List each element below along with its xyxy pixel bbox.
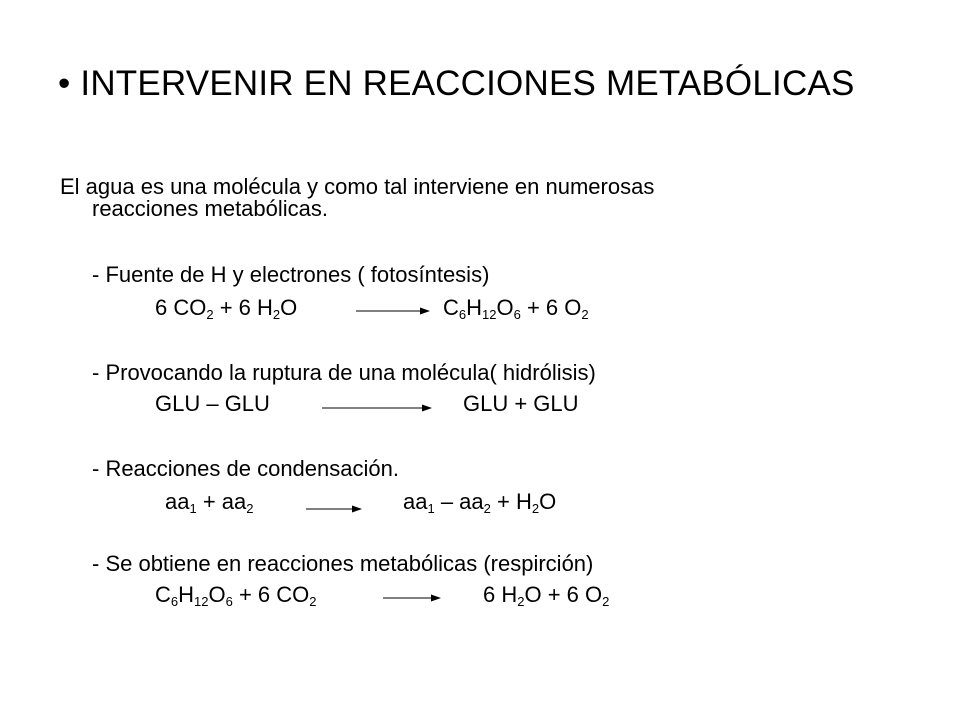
title-bullet: • (58, 64, 71, 103)
title-text: INTERVENIR EN REACCIONES METABÓLICAS (80, 64, 855, 103)
products-respiration: 6 $H_2O + 6$ $O_2$ (483, 582, 610, 609)
intro-line-2: reacciones metabólicas. (92, 196, 329, 221)
reaction-arrow (383, 592, 441, 604)
products-hydrolysis: GLU + GLU (463, 391, 579, 416)
reaction-arrow (306, 503, 362, 515)
products-condensation: $aa_1 - aa_2 + H_2O$ (403, 489, 557, 516)
reactants-hydrolysis: GLU – GLU (155, 391, 270, 416)
item-heading-hydrolysis: - Provocando la ruptura de una molécula( hidrólisis) (92, 360, 596, 385)
slide-title (58, 64, 855, 104)
item-heading-photosynthesis: - Fuente de H y electrones ( fotosíntesis) (92, 262, 490, 287)
intro-line-1: El agua es una molécula y como tal interviene en numerosas (60, 174, 655, 199)
products-photosynthesis: $C_6H_{12}O_6 + 6$ $O_2$ (443, 295, 589, 322)
reactants-condensation: $aa_1 + aa_2$ (165, 489, 254, 516)
reactants-photosynthesis: 6 $CO_2 + 6$ $H_2O$ (155, 295, 298, 322)
item-heading-condensation: - Reacciones de condensación. (92, 456, 399, 481)
reaction-arrow (356, 305, 430, 317)
reactants-respiration: $C_6H_{12}O_6 + 6$ $CO_2$ (155, 582, 317, 609)
reaction-arrow (322, 402, 432, 414)
item-heading-respiration: - Se obtiene en reacciones metabólicas (respirción) (92, 551, 594, 576)
